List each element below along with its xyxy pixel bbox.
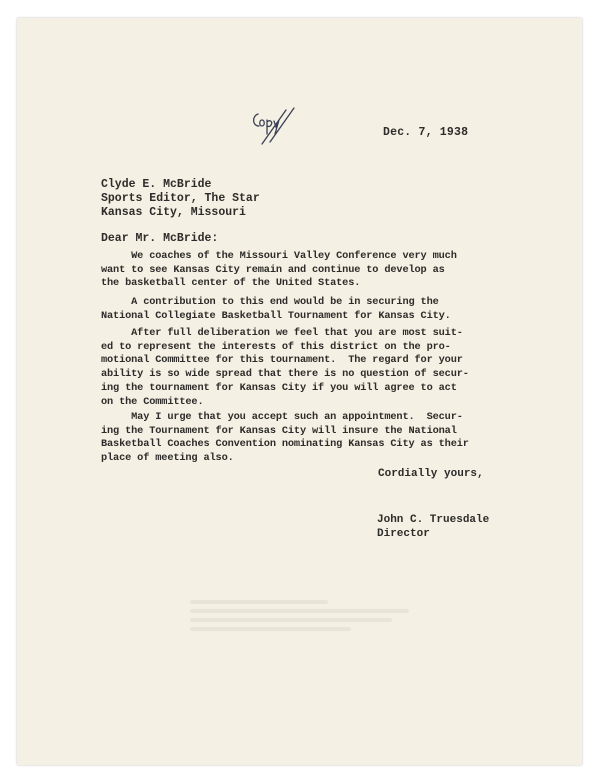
recipient-title: Sports Editor, The Star bbox=[101, 192, 260, 205]
paragraph-line: want to see Kansas City remain and continue to develop as bbox=[101, 263, 445, 276]
body-paragraph-2 bbox=[101, 296, 496, 323]
paragraph-line: motional Committee for this tournament. The regard for your bbox=[101, 354, 463, 367]
paragraph-line: ing the tournament for Kansas City if you will agree to act bbox=[101, 381, 457, 394]
recipient-address bbox=[101, 178, 260, 220]
body-paragraph-1 bbox=[101, 250, 496, 291]
recipient-name: Clyde E. McBride bbox=[101, 178, 212, 191]
signer-name: John C. Truesdale bbox=[377, 514, 490, 526]
salutation: Dear Mr. McBride: bbox=[101, 232, 219, 245]
paragraph-line: Basketball Coaches Convention nominating Kansas City as their bbox=[101, 438, 469, 451]
paragraph-line: ability is so wide spread that there is no question of secur- bbox=[101, 368, 469, 381]
body-paragraph-3 bbox=[101, 327, 496, 409]
paragraph-line: on the Committee. bbox=[101, 395, 204, 408]
paragraph-line: A contribution to this end would be in securing the bbox=[101, 296, 439, 308]
signature-block bbox=[377, 514, 489, 541]
paragraph-line: ing the Tournament for Kansas City will insure the National bbox=[101, 424, 457, 437]
letter-date: Dec. 7, 1938 bbox=[383, 126, 469, 139]
paragraph-line: place of meeting also. bbox=[101, 452, 234, 465]
paragraph-line: the basketball center of the United States. bbox=[101, 277, 361, 290]
paragraph-line: After full deliberation we feel that you are most suit- bbox=[101, 327, 463, 339]
paragraph-line: National Collegiate Basketball Tournament for Kansas City. bbox=[101, 309, 451, 322]
body-paragraph-4 bbox=[101, 411, 496, 466]
paragraph-line: We coaches of the Missouri Valley Conference very much bbox=[101, 250, 457, 262]
recipient-city: Kansas City, Missouri bbox=[101, 206, 246, 219]
closing: Cordially yours, bbox=[378, 468, 484, 480]
paragraph-line: May I urge that you accept such an appointment. Secur- bbox=[101, 411, 463, 423]
show-through-text bbox=[190, 595, 420, 645]
signer-title: Director bbox=[377, 527, 430, 540]
copy-handwritten-annotation bbox=[250, 104, 306, 148]
paragraph-line: ed to represent the interests of this district on the pro- bbox=[101, 340, 451, 353]
